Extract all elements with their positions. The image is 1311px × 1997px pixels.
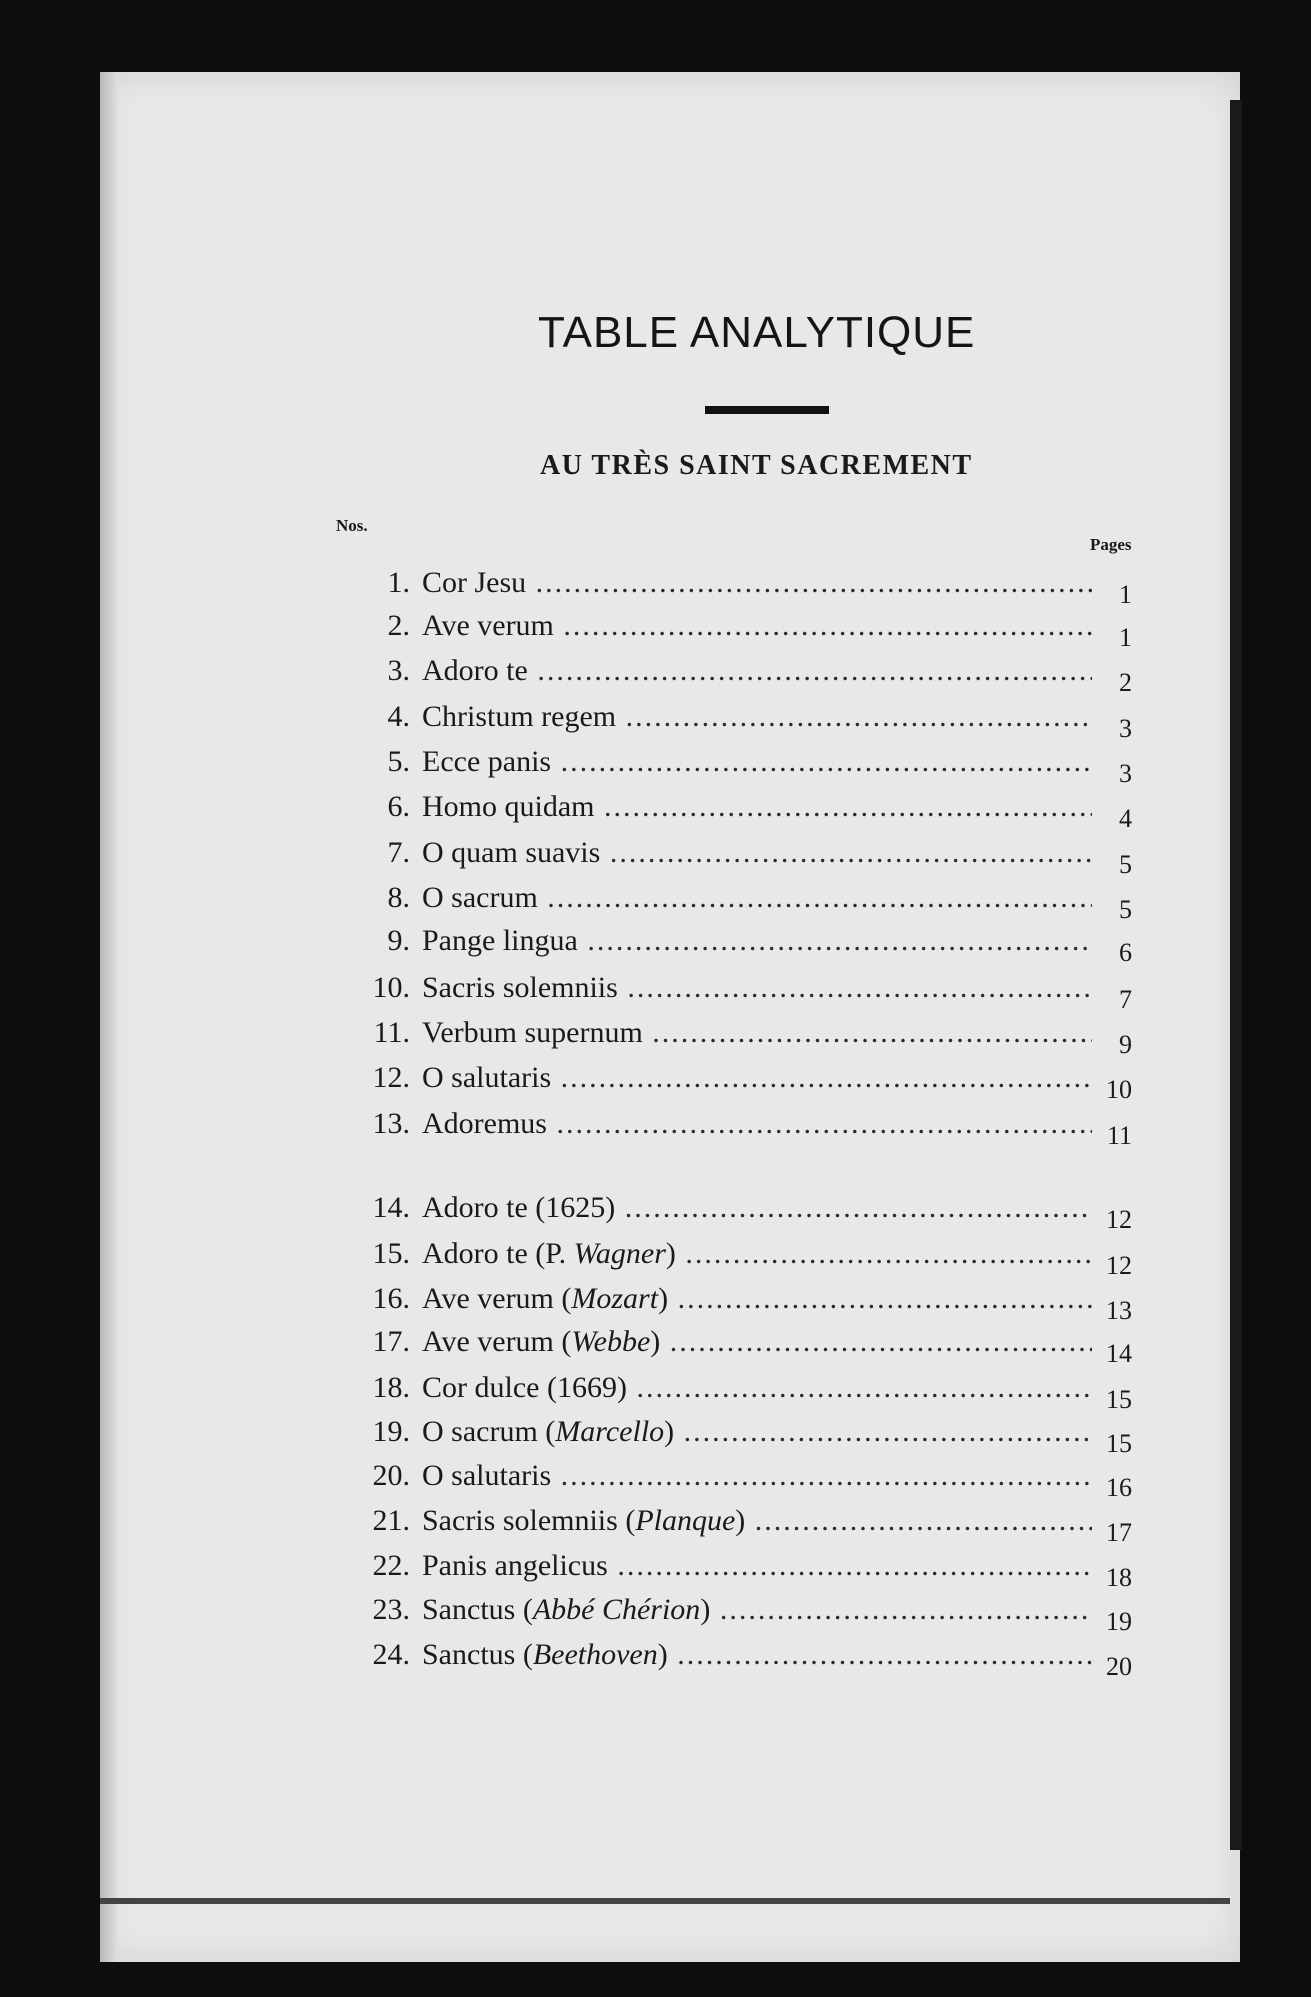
entry-title-text: Sanctus ( bbox=[422, 1638, 533, 1671]
entry-title bbox=[422, 1456, 1092, 1496]
entry-number: 19. bbox=[372, 1415, 410, 1448]
entry-composer: Marcello bbox=[555, 1415, 665, 1448]
entry-page-number: 10 bbox=[1106, 1075, 1132, 1104]
page-bottom-edge bbox=[100, 1898, 1230, 1904]
entry-title-text: Adoro te bbox=[422, 654, 528, 687]
entry-title-text: O salutaris bbox=[422, 1459, 552, 1492]
entry-page-number: 14 bbox=[1106, 1339, 1132, 1368]
entry-number: 20. bbox=[372, 1459, 410, 1492]
entry-page-number: 9 bbox=[1119, 1030, 1132, 1059]
entry-number: 3. bbox=[387, 654, 410, 687]
entry-composer: Abbé Chérion bbox=[532, 1593, 701, 1626]
entry-title bbox=[422, 968, 1092, 1008]
entry-number: 23. bbox=[372, 1593, 410, 1626]
entry-page-number: 15 bbox=[1106, 1385, 1132, 1414]
entry-title bbox=[422, 1412, 1092, 1452]
title-divider bbox=[705, 406, 829, 414]
toc-entry bbox=[340, 878, 1140, 924]
entry-page-number: 20 bbox=[1106, 1652, 1132, 1681]
column-header-pages: Pages bbox=[1090, 535, 1132, 554]
toc-entry bbox=[340, 651, 1140, 697]
entry-title-text: Christum regem bbox=[422, 700, 617, 733]
entry-title bbox=[422, 1322, 1092, 1362]
entry-number: 5. bbox=[387, 745, 410, 778]
entry-title bbox=[422, 1013, 1092, 1053]
page-title: TABLE ANALYTIQUE bbox=[538, 308, 976, 357]
entry-title bbox=[422, 1104, 1092, 1144]
entry-number: 13. bbox=[372, 1107, 410, 1140]
entry-title-text: O quam suavis bbox=[422, 836, 601, 869]
entry-number: 7. bbox=[387, 836, 410, 869]
toc-entry bbox=[340, 697, 1140, 743]
toc-entry bbox=[340, 1279, 1140, 1325]
entry-title bbox=[422, 921, 1092, 961]
toc-entry bbox=[340, 1234, 1140, 1280]
entry-number: 11. bbox=[373, 1016, 410, 1049]
toc-entry bbox=[340, 1058, 1140, 1104]
entry-page-number: 2 bbox=[1119, 668, 1132, 697]
entry-composer: Webbe bbox=[571, 1325, 651, 1358]
entry-number: 14. bbox=[372, 1191, 410, 1224]
entry-page-number: 11 bbox=[1106, 1121, 1132, 1150]
entry-page-number: 6 bbox=[1119, 938, 1132, 967]
entry-title-text: Adoro te (1625) bbox=[422, 1191, 616, 1224]
entry-title bbox=[422, 1590, 1092, 1630]
entry-number: 18. bbox=[372, 1371, 410, 1404]
page-edge-dark bbox=[1230, 100, 1242, 1850]
entry-title-text: Adoremus bbox=[422, 1107, 547, 1140]
entry-number: 21. bbox=[372, 1504, 410, 1537]
entry-title-text: Cor dulce (1669) bbox=[422, 1371, 627, 1404]
entry-number: 17. bbox=[372, 1325, 410, 1358]
toc-entry bbox=[340, 1412, 1140, 1458]
entry-title-suffix: ) bbox=[664, 1415, 675, 1448]
entry-page-number: 19 bbox=[1106, 1607, 1132, 1636]
toc-entry bbox=[340, 921, 1140, 967]
entry-page-number: 5 bbox=[1119, 850, 1132, 879]
entry-title-text: Adoro te (P. bbox=[422, 1237, 574, 1270]
entry-title bbox=[422, 1234, 1092, 1274]
entry-number: 16. bbox=[372, 1282, 410, 1315]
entry-page-number: 12 bbox=[1106, 1205, 1132, 1234]
toc-entry bbox=[340, 1013, 1140, 1059]
entry-title-text: Homo quidam bbox=[422, 790, 595, 823]
entry-page-number: 15 bbox=[1106, 1429, 1132, 1458]
toc-entry bbox=[340, 606, 1140, 652]
entry-title-suffix: ) bbox=[657, 1638, 668, 1671]
entry-page-number: 18 bbox=[1106, 1563, 1132, 1592]
entry-title bbox=[422, 1501, 1092, 1541]
entry-number: 10. bbox=[372, 971, 410, 1004]
toc-entry bbox=[340, 742, 1140, 788]
entry-title-suffix: ) bbox=[650, 1325, 661, 1358]
entry-page-number: 3 bbox=[1119, 714, 1132, 743]
entry-page-number: 3 bbox=[1119, 759, 1132, 788]
entry-title-suffix: ) bbox=[735, 1504, 746, 1537]
entry-title bbox=[422, 1279, 1092, 1319]
entry-number: 8. bbox=[387, 881, 410, 914]
entry-title-text: Sacris solemniis ( bbox=[422, 1504, 636, 1537]
entry-composer: Planque bbox=[635, 1504, 736, 1537]
entry-title-suffix: ) bbox=[665, 1237, 676, 1270]
toc-entry bbox=[340, 1322, 1140, 1368]
entry-title-text: Sanctus ( bbox=[422, 1593, 533, 1626]
entry-page-number: 4 bbox=[1119, 804, 1132, 833]
entry-title-text: Ave verum bbox=[422, 609, 554, 642]
entry-number: 15. bbox=[372, 1237, 410, 1270]
section-heading: AU TRÈS SAINT SACREMENT bbox=[540, 450, 973, 481]
entry-title bbox=[422, 1058, 1092, 1098]
entry-title bbox=[422, 833, 1092, 873]
entry-page-number: 7 bbox=[1119, 985, 1132, 1014]
page-gutter-shadow bbox=[100, 72, 118, 1962]
toc-entry bbox=[340, 833, 1140, 879]
toc-entry bbox=[340, 1590, 1140, 1636]
entry-number: 6. bbox=[387, 790, 410, 823]
entry-number: 2. bbox=[387, 609, 410, 642]
entry-number: 4. bbox=[387, 700, 410, 733]
toc-entry bbox=[340, 1546, 1140, 1592]
toc-entry bbox=[340, 563, 1140, 609]
entry-title bbox=[422, 697, 1092, 737]
toc-entry bbox=[340, 968, 1140, 1014]
entry-title bbox=[422, 878, 1092, 918]
toc-entry bbox=[340, 1188, 1140, 1234]
toc-entry bbox=[340, 1104, 1140, 1150]
entry-composer: Beethoven bbox=[532, 1638, 658, 1671]
entry-title-text: Ave verum ( bbox=[422, 1282, 572, 1315]
entry-title bbox=[422, 1635, 1092, 1675]
entry-number: 24. bbox=[372, 1638, 410, 1671]
entry-title-text: Verbum supernum bbox=[422, 1016, 643, 1049]
entry-title-text: Ecce panis bbox=[422, 745, 552, 778]
entry-title bbox=[422, 787, 1092, 827]
entry-composer: Wagner bbox=[573, 1237, 666, 1270]
toc-entry bbox=[340, 1456, 1140, 1502]
entry-title-text: Panis angelicus bbox=[422, 1549, 608, 1582]
entry-number: 22. bbox=[372, 1549, 410, 1582]
entry-title bbox=[422, 1368, 1092, 1408]
entry-title-text: Ave verum ( bbox=[422, 1325, 572, 1358]
toc-entry bbox=[340, 1635, 1140, 1681]
entry-number: 9. bbox=[387, 924, 410, 957]
entry-title bbox=[422, 606, 1092, 646]
entry-page-number: 16 bbox=[1106, 1473, 1132, 1502]
entry-title bbox=[422, 742, 1092, 782]
entry-page-number: 1 bbox=[1119, 580, 1132, 609]
entry-title bbox=[422, 1546, 1092, 1586]
entry-page-number: 13 bbox=[1106, 1296, 1132, 1325]
entry-number: 12. bbox=[372, 1061, 410, 1094]
entry-composer: Mozart bbox=[571, 1282, 659, 1315]
column-header-numbers: Nos. bbox=[336, 516, 368, 535]
toc-entry bbox=[340, 1501, 1140, 1547]
entry-title bbox=[422, 651, 1092, 691]
entry-title bbox=[422, 563, 1092, 603]
entry-page-number: 12 bbox=[1106, 1251, 1132, 1280]
entry-number: 1. bbox=[387, 566, 410, 599]
entry-title-text: Sacris solemniis bbox=[422, 971, 618, 1004]
entry-page-number: 1 bbox=[1119, 623, 1132, 652]
entry-title-text: O sacrum bbox=[422, 881, 538, 914]
entry-title bbox=[422, 1188, 1092, 1228]
toc-entry bbox=[340, 787, 1140, 833]
entry-title-text: O salutaris bbox=[422, 1061, 552, 1094]
entry-page-number: 5 bbox=[1119, 895, 1132, 924]
entry-title-suffix: ) bbox=[658, 1282, 669, 1315]
entry-title-text: Pange lingua bbox=[422, 924, 578, 957]
toc-entry bbox=[340, 1368, 1140, 1414]
entry-title-suffix: ) bbox=[700, 1593, 711, 1626]
entry-page-number: 17 bbox=[1106, 1518, 1132, 1547]
entry-title-text: Cor Jesu bbox=[422, 566, 527, 599]
entry-title-text: O sacrum ( bbox=[422, 1415, 556, 1448]
